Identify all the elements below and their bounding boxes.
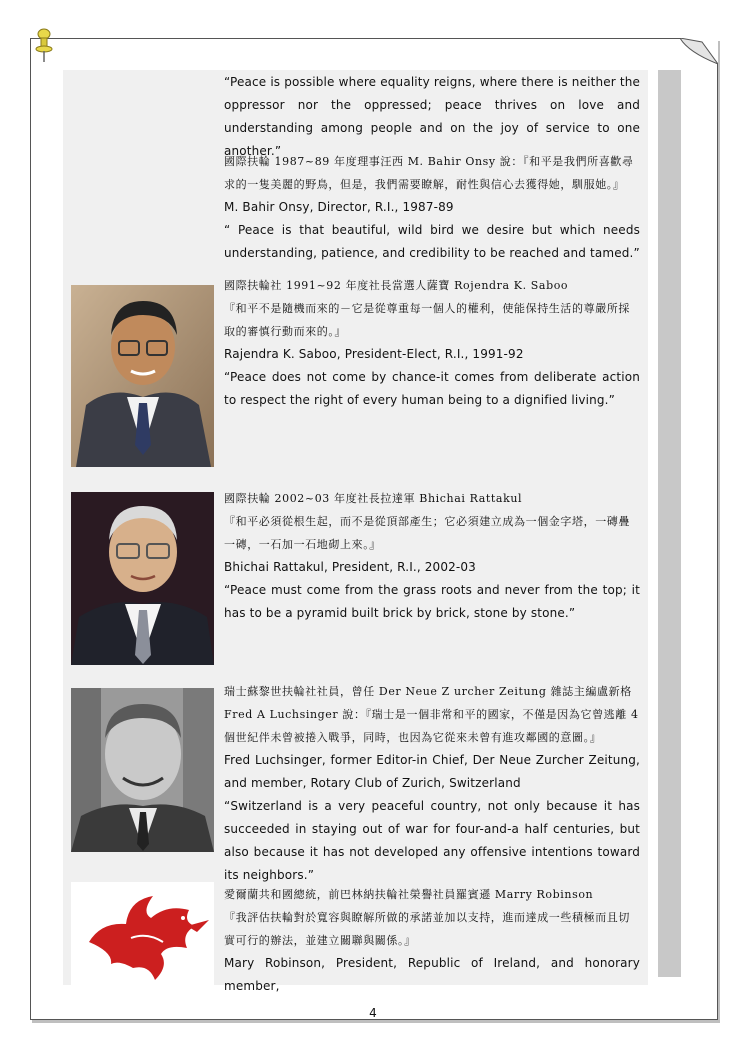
page-curl-icon	[680, 38, 718, 64]
scrollbar[interactable]	[658, 70, 681, 977]
onsy-quote-zh: 國際扶輪 1987~89 年度理事汪西 M. Bahir Onsy 說：『和平是我們所喜歡尋求的一隻美麗的野鳥，但是，我們需要瞭解，耐性與信心去獲得她，馴服她。』	[224, 155, 634, 191]
quote-onsy	[224, 150, 640, 265]
rattakul-attribution: Bhichai Rattakul, President, R.I., 2002-03	[224, 560, 476, 574]
page-number: 4	[369, 1006, 377, 1020]
rattakul-title-zh: 國際扶輪 2002~03 年度社長拉達軍 Bhichai Rattakul	[224, 492, 523, 505]
quote-robinson	[224, 883, 640, 998]
robinson-attribution: Mary Robinson, President, Republic of Ireland, and honorary member,	[224, 956, 640, 993]
luchsinger-quote-en: “Switzerland is a very peaceful country, not only because it has succeeded in staying out of war for four-and-a half centuries, but also because it has not developed any offensive intentions toward its neighbors.”	[224, 799, 640, 882]
robinson-title-zh: 愛爾蘭共和國總統，前巴林納扶輪社榮譽社員羅賓遜 Marry Robinson	[224, 888, 594, 901]
luchsinger-quote-zh: 瑞士蘇黎世扶輪社社員，曾任 Der Neue Z urcher Zeitung 雜誌主編盧新格 Fred A Luchsinger 說：『瑞士是一個非常和平的國家，不僅是因為它曾逃離 4 個世紀伴未曾被捲入戰爭，同時，也因為它從來未曾有進攻鄰國的意圖。』	[224, 685, 639, 744]
photo-saboo	[71, 285, 214, 467]
intro-quote-en: “Peace is possible where equality reigns, where there is neither the oppressor nor the oppressed; peace thrives on love and understanding among people and on the joy of service to one another.”	[224, 75, 640, 158]
rattakul-quote-zh: 『和平必須從根生起，而不是從頂部產生；它必須建立成為一個金字塔，一磚疊一磚，一石加一石地砌上來。』	[224, 515, 630, 551]
saboo-quote-zh: 『和平不是隨機而來的－它是從尊重每一個人的權利，使能保持生活的尊嚴所採取的審慎行動而來的。』	[224, 302, 630, 338]
onsy-quote-en: “ Peace is that beautiful, wild bird we desire but which needs understanding, patience, and credibility to be reached and tamed.”	[224, 223, 640, 260]
saboo-quote-en: “Peace does not come by chance-it comes from deliberate action to respect the right of every human being to a dignified living.”	[224, 370, 640, 407]
rattakul-quote-en: “Peace must come from the grass roots and never from the top; it has to be a pyramid built brick by brick, stone by stone.”	[224, 583, 640, 620]
dove-logo	[71, 882, 214, 987]
quote-rattakul	[224, 487, 640, 625]
saboo-attribution: Rajendra K. Saboo, President-Elect, R.I., 1991-92	[224, 347, 524, 361]
pushpin-icon	[32, 27, 56, 63]
quote-saboo	[224, 274, 640, 412]
onsy-attribution: M. Bahir Onsy, Director, R.I., 1987-89	[224, 200, 454, 214]
luchsinger-attribution: Fred Luchsinger, former Editor-in Chief, Der Neue Zurcher Zeitung, and member, Rotary Club of Zurich, Switzerland	[224, 753, 640, 790]
saboo-title-zh: 國際扶輪社 1991~92 年度社長當選人薩寶 Rojendra K. Saboo	[224, 279, 569, 292]
quote-luchsinger	[224, 680, 640, 887]
photo-rattakul	[71, 492, 214, 665]
robinson-quote-zh: 『我評估扶輪對於寬容與瞭解所做的承諾並加以支持，進而達成一些積極而且切實可行的辦法，並建立關聯與關係。』	[224, 911, 630, 947]
photo-luchsinger	[71, 688, 214, 852]
